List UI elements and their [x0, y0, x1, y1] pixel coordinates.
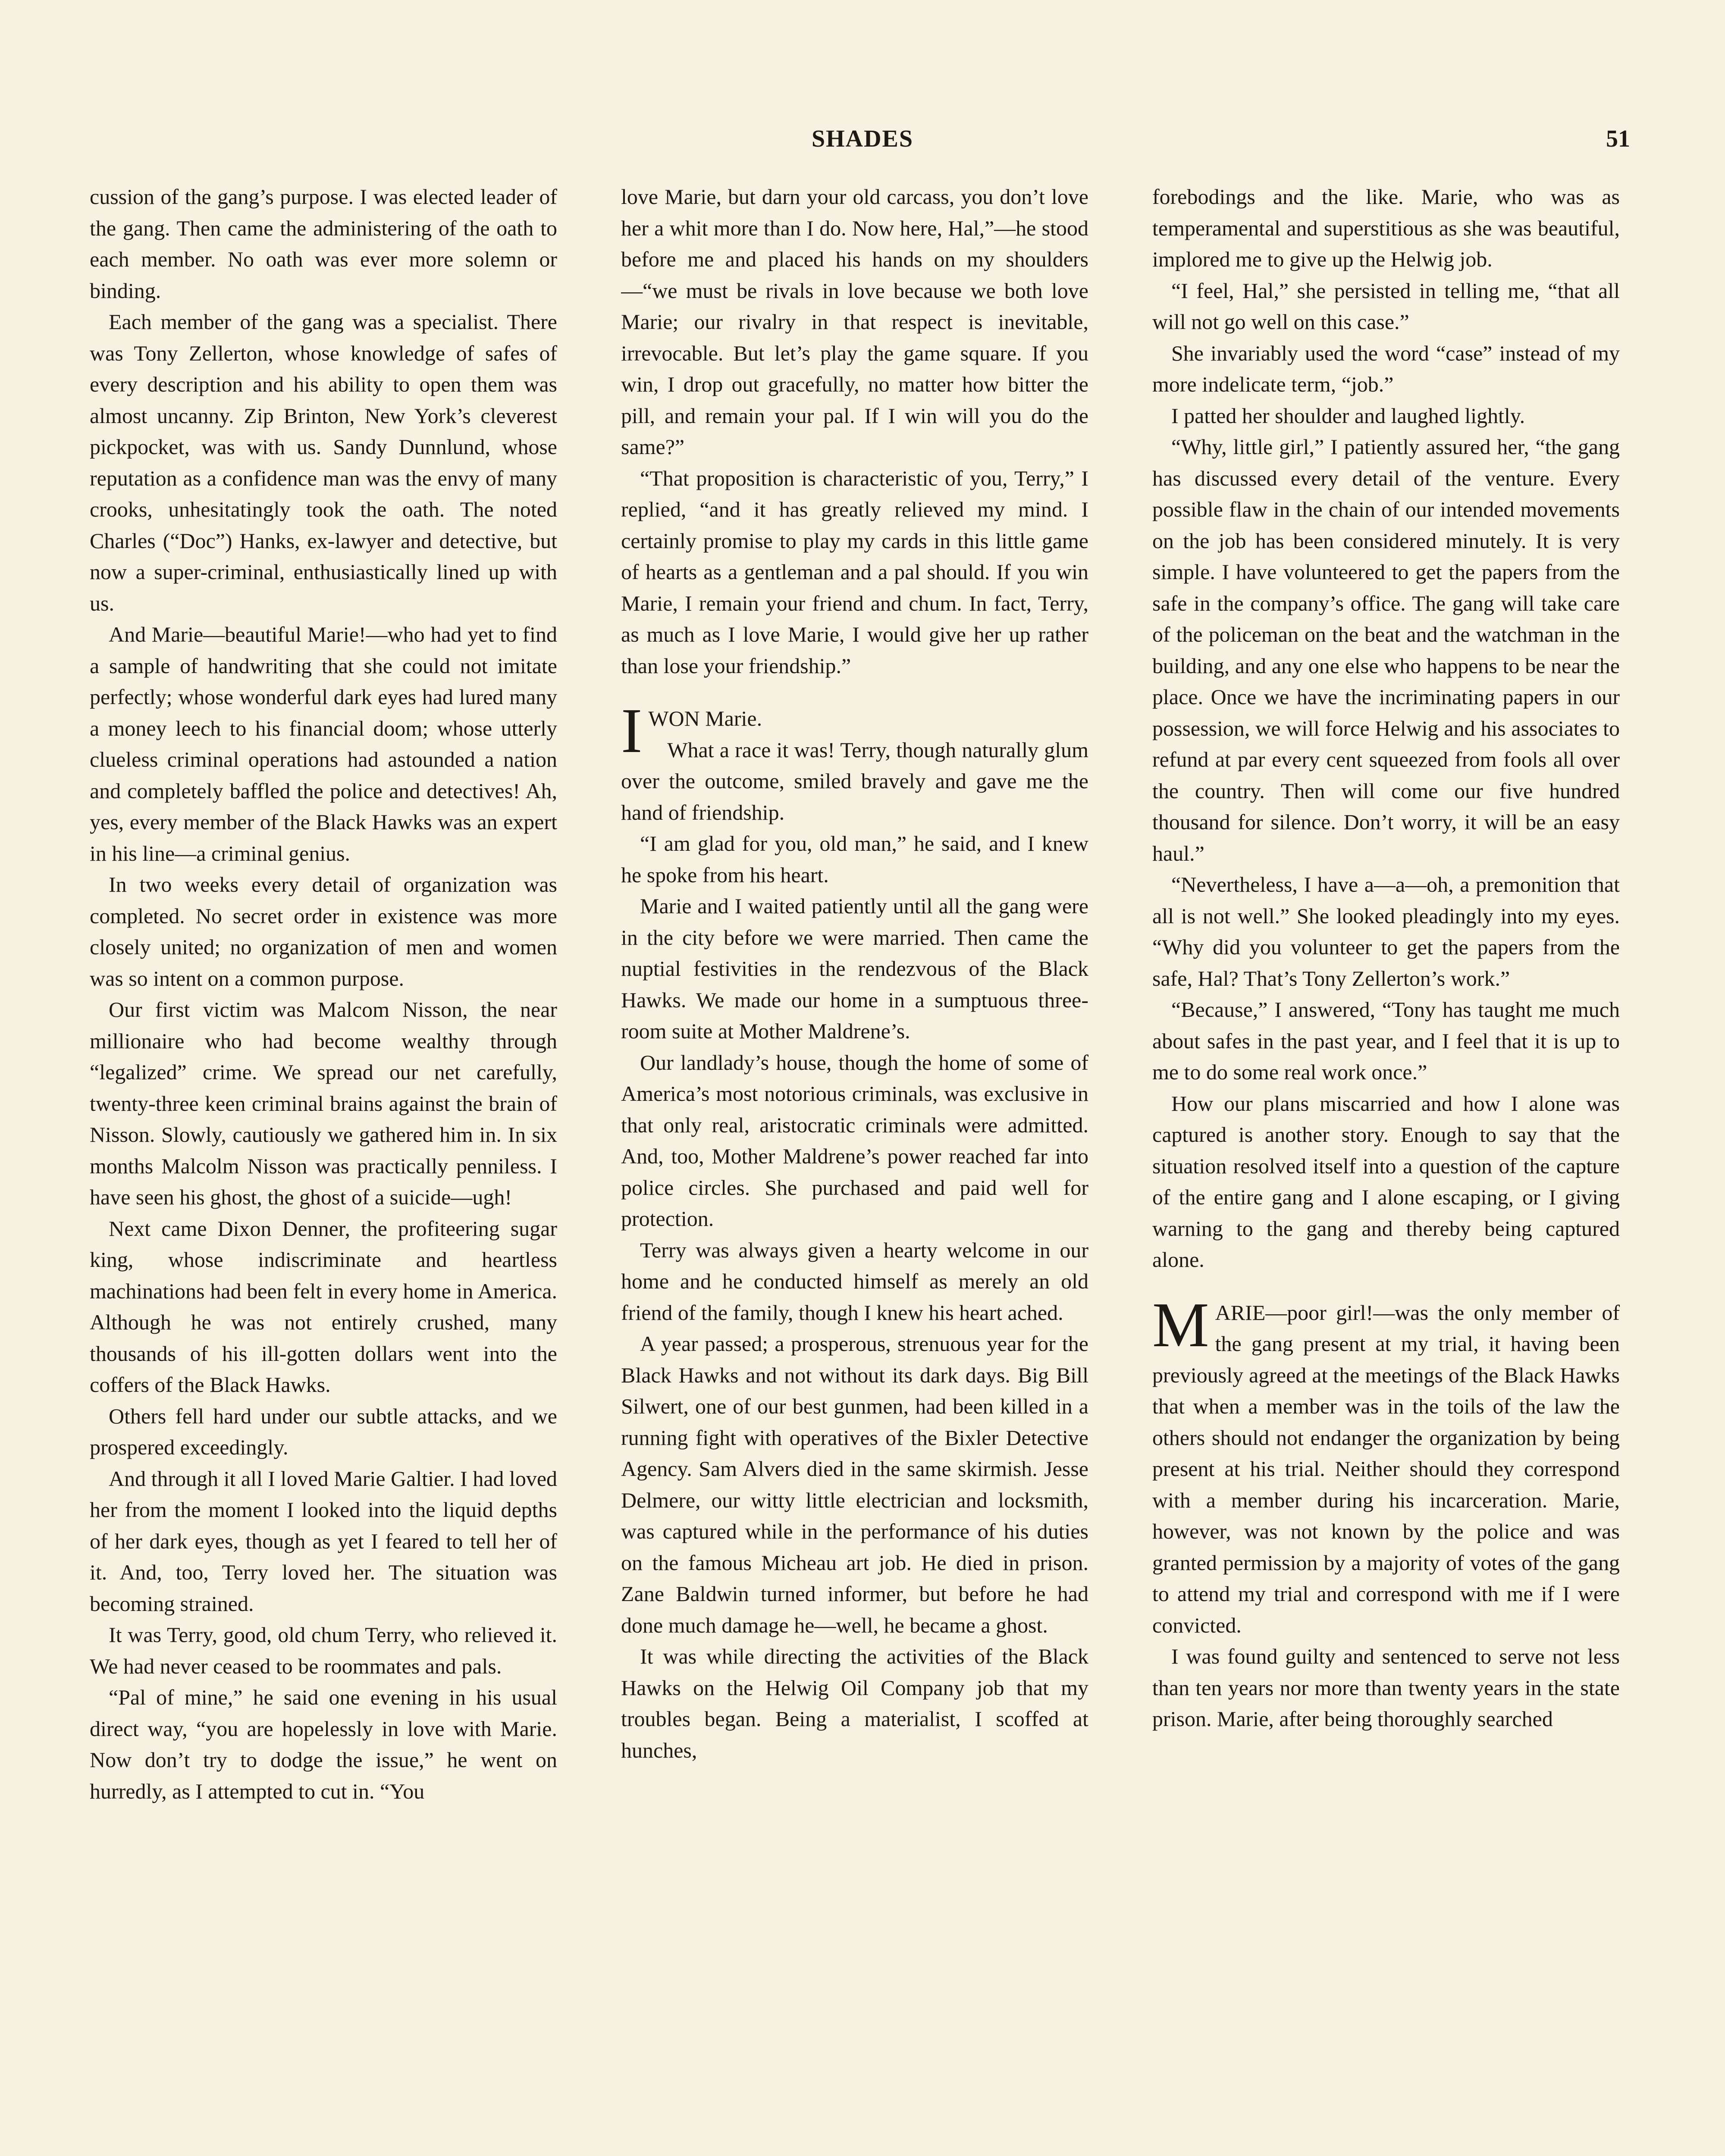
- paragraph-text: Our first victim was Malcom Nisson, the near millionaire who had become wealthy through “legalized” crime. We spread our net carefully, twenty-three keen criminal brains against the brain of Nisson. Slowly, cautiously we gathered him in. In six months Malcolm Nisson was practically penniless. I have seen his ghost, the ghost of a suicide—ugh!: [90, 997, 557, 1209]
- paragraph-text: “Pal of mine,” he said one evening in his usual direct way, “you are hopelessly in love with Marie. Now don’t try to dodge the issue,” he went on hurredly, as I attempted to cut in. “You: [90, 1685, 557, 1803]
- paragraph-text: Our landlady’s house, though the home of some of America’s most notorious criminals, was exclusive in that only real, aristocratic criminals were admitted. And, too, Mother Maldrene’s power reached far into police circles. She purchased and paid well for protection.: [621, 1050, 1088, 1231]
- paragraph: [1152, 400, 1620, 432]
- text-column-1: [90, 181, 557, 2156]
- paragraph-text: Next came Dixon Denner, the profiteering sugar king, whose indiscriminate and heartless machinations had been felt in every home in America. Although he was not entirely crushed, many thousands of his ill-gotten dollars went into the coffers of the Black Hawks.: [90, 1216, 557, 1397]
- paragraph-text: “I feel, Hal,” she persisted in telling me, “that all will not go well on this case.”: [1152, 278, 1620, 334]
- paragraph: [1152, 275, 1620, 338]
- paragraph: [621, 696, 1088, 766]
- paragraph: [1152, 994, 1620, 1088]
- paragraph: [621, 828, 1088, 890]
- paragraph: [1152, 1289, 1620, 1641]
- paragraph: [90, 994, 557, 1213]
- paragraph: [621, 1641, 1088, 1766]
- paragraph: [621, 463, 1088, 682]
- paragraph-text: How our plans miscarried and how I alone was captured is another story. Enough to say that the situation resolved itself into a question of the capture of the entire gang and I alone escaping, or I giving warning to the gang and thereby being captured alone.: [1152, 1091, 1620, 1272]
- paragraph-text: cussion of the gang’s purpose. I was elected leader of the gang. Then came the administering of the oath to each member. No oath was ever more solemn or binding.: [90, 185, 557, 303]
- paragraph: [90, 1213, 557, 1401]
- text-columns: [90, 181, 1620, 2156]
- paragraph-text: What a race it was! Terry, though naturally glum over the outcome, smiled bravely and gave me the hand of friendship.: [621, 737, 1088, 824]
- paragraph: [621, 181, 1088, 463]
- paragraph-text: Terry was always given a hearty welcome in our home and he conducted himself as merely an old friend of the family, though I knew his heart ached.: [621, 1238, 1088, 1325]
- paragraph: [90, 1463, 557, 1620]
- paragraph: [1152, 181, 1620, 275]
- paragraph-text: It was while directing the activities of the Black Hawks on the Helwig Oil Company job that my troubles began. Being a materialist, I scoffed at hunches,: [621, 1644, 1088, 1762]
- paragraph-text: And Marie—beautiful Marie!—who had yet to find a sample of handwriting that she could not imitate perfectly; whose wonderful dark eyes had lured many a money leech to his financial doom; whose utterly clueless criminal operations had astounded a nation and completely baffled the police and detectives! Ah, yes, every member of the Black Hawks was an expert in his line—a criminal genius.: [90, 622, 557, 865]
- paragraph-text: ARIE—poor girl!—was the only member of the gang present at my trial, it having been previously agreed at the meetings of the Black Hawks that when a member was in the toils of the law the others should not endanger the organization by being present at his trial. Neither should they correspond with a member during his incarceration. Marie, however, was not known by the police and was granted permission by a majority of votes of the gang to attend my trial and correspond with me if I were convicted.: [1152, 1300, 1620, 1637]
- paragraph: [1152, 869, 1620, 994]
- paragraph-text: “Why, little girl,” I patiently assured her, “the gang has discussed every detail of the venture. Every possible flaw in the chain of our intended movements on the job has been considered minutely. It is very simple. I have volunteered to get the papers from the safe in the company’s office. The gang will take care of the policeman on the beat and the watchman in the building, and any one else who happens to be near the place. Once we have the incriminating papers in our possession, we will force Helwig and his associates to refund at par every cent squeezed from fools all over the country. Then will come our five hundred thousand for silence. Don’t worry, it will be an easy haul.”: [1152, 435, 1620, 865]
- paragraph-text: “I am glad for you, old man,” he said, and I knew he spoke from his heart.: [621, 831, 1088, 887]
- paragraph: [90, 306, 557, 619]
- text-column-2: [621, 181, 1088, 2156]
- drop-cap: I: [621, 696, 643, 766]
- paragraph-text: A year passed; a prosperous, strenuous year for the Black Hawks and not without its dark days. Big Bill Silwert, one of our best gunmen, had been killed in a running fight with operatives of the Bixler Detective Agency. Sam Alvers died in the same skirmish. Jesse Delmere, our witty little electrician and locksmith, was captured while in the performance of his duties on the famous Micheau art job. He died in prison. Zane Baldwin turned informer, but before he had done much damage he—well, he became a ghost.: [621, 1332, 1088, 1637]
- text-column-3: [1152, 181, 1620, 2156]
- paragraph: [90, 1401, 557, 1463]
- paragraph: [1152, 431, 1620, 869]
- paragraph-text: “That proposition is characteristic of you, Terry,” I replied, “and it has greatly relieved my mind. I certainly promise to play my cards in this little game of hearts as a gentleman and a pal should. If you win Marie, I remain your friend and chum. In fact, Terry, as much as I love Marie, I would give her up rather than lose your friendship.”: [621, 466, 1088, 678]
- paragraph: [90, 619, 557, 869]
- paragraph: [621, 734, 1088, 828]
- paragraph: [90, 181, 557, 306]
- paragraph: [90, 1619, 557, 1682]
- paragraph: [1152, 1641, 1620, 1735]
- paragraph-text: Others fell hard under our subtle attacks, and we prospered exceedingly.: [90, 1404, 557, 1459]
- paragraph-text: Marie and I waited patiently until all the gang were in the city before we were married. Then came the nuptial festivities in the rendezvous of the Black Hawks. We made our home in a sumptuous three-room suite at Mother Maldrene’s.: [621, 894, 1088, 1043]
- paragraph: [621, 1328, 1088, 1641]
- paragraph-text: And through it all I loved Marie Galtier. I had loved her from the moment I looked into the liquid depths of her dark eyes, though as yet I feared to tell her of it. And, too, Terry loved her. The situation was becoming strained.: [90, 1466, 557, 1616]
- paragraph: [90, 869, 557, 994]
- paragraph-text: forebodings and the like. Marie, who was as temperamental and superstitious as she was beautiful, implored me to give up the Helwig job.: [1152, 185, 1620, 271]
- paragraph-text: I patted her shoulder and laughed lightly.: [1171, 403, 1525, 428]
- paragraph: [1152, 1088, 1620, 1275]
- paragraph: [1152, 338, 1620, 400]
- paragraph-text: It was Terry, good, old chum Terry, who relieved it. We had never ceased to be roommates and pals.: [90, 1623, 557, 1678]
- drop-cap: M: [1152, 1289, 1209, 1360]
- paragraph-text: I was found guilty and sentenced to serve not less than ten years nor more than twenty years in the state prison. Marie, after being thoroughly searched: [1152, 1644, 1620, 1731]
- paragraph: [621, 1047, 1088, 1235]
- paragraph: [621, 1235, 1088, 1329]
- paragraph: [90, 1682, 557, 1807]
- page-number: 51: [1606, 125, 1630, 152]
- paragraph-text: She invariably used the word “case” instead of my more indelicate term, “job.”: [1152, 341, 1620, 396]
- paragraph-text: “Nevertheless, I have a—a—oh, a premonition that all is not well.” She looked pleadingly into my eyes. “Why did you volunteer to get the papers from the safe, Hal? That’s Tony Zellerton’s work.”: [1152, 872, 1620, 990]
- paragraph-text: In two weeks every detail of organization was completed. No secret order in existence was more closely united; no organization of men and women was so intent on a common purpose.: [90, 872, 557, 990]
- paragraph: [621, 890, 1088, 1047]
- paragraph-text: Each member of the gang was a specialist. There was Tony Zellerton, whose knowledge of safes of every description and his ability to open them was almost uncanny. Zip Brinton, New York’s cleverest pickpocket, was with us. Sandy Dunnlund, whose reputation as a confidence man was the envy of many crooks, unhesitatingly took the oath. The noted Charles (“Doc”) Hanks, ex-lawyer and detective, but now a super-criminal, enthusiastically lined up with us.: [90, 310, 557, 615]
- running-title: SHADES: [811, 125, 914, 152]
- paragraph-text: WON Marie.: [648, 706, 762, 730]
- paragraph-text: “Because,” I answered, “Tony has taught me much about safes in the past year, and I feel that it is up to me to do some real work once.”: [1152, 997, 1620, 1084]
- paragraph-text: love Marie, but darn your old carcass, you don’t love her a whit more than I do. Now here, Hal,”—he stood before me and placed his hands on my shoulders —“we must be rivals in love because we both love Marie; our rivalry in that respect is inevitable, irrevocable. But let’s play the game square. If you win, I drop out gracefully, no matter how bitter the pill, and remain your pal. If I win will you do the same?”: [621, 185, 1088, 459]
- page-header: [91, 125, 1634, 160]
